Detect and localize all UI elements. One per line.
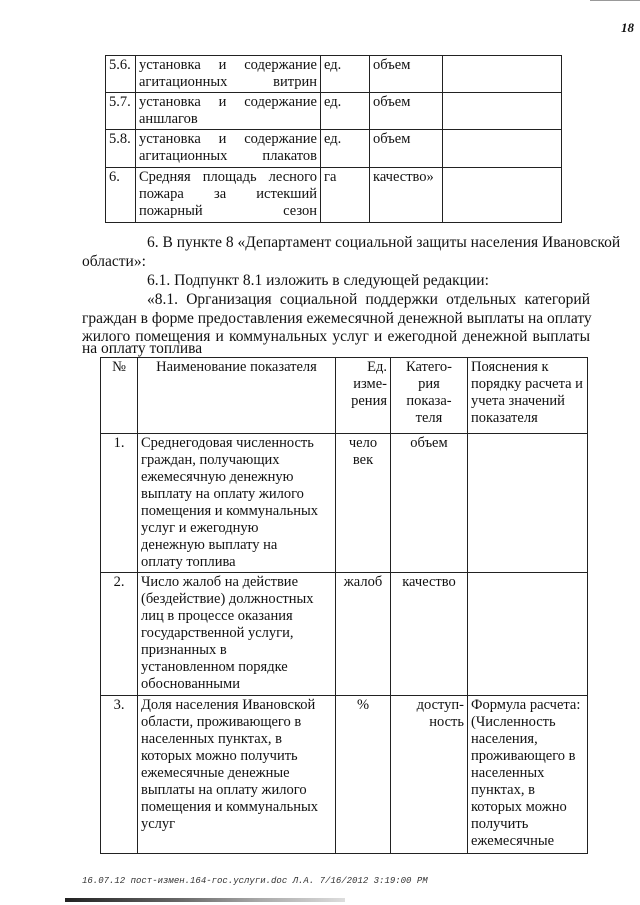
paragraph-6-1: 6.1. Подпункт 8.1 изложить в следующей редакции:: [147, 272, 489, 289]
indicator-name: Доля населения Ивановской области, проживающего в населенных пунктах, в которых можно получить ежемесячные денежные выплаты на оплату жилого помещения и коммунальных услуг: [138, 696, 336, 854]
scan-artifact: [65, 898, 345, 902]
note: [468, 434, 588, 573]
category: объем: [370, 93, 443, 130]
table-row: [106, 168, 562, 223]
unit: ед.: [321, 93, 370, 130]
table-row: [106, 56, 562, 93]
paragraph-8-1-line: граждан в форме предоставления ежемесячной денежной выплаты на оплату: [82, 310, 592, 327]
indicator-name: установка и содержание агитационных плакатов: [136, 130, 321, 168]
header-category: Катего- рия показа- теля: [391, 358, 468, 434]
page-number: 18: [621, 20, 634, 35]
row-number: 5.8.: [106, 130, 136, 168]
note: [443, 56, 562, 93]
category: качество: [391, 573, 468, 696]
paragraph-6-line: области»:: [82, 253, 146, 270]
header-name: Наименование показателя: [138, 358, 336, 434]
table-row: [101, 573, 588, 696]
row-number: 2.: [101, 573, 138, 696]
indicator-name: установка и содержание агитационных витрин: [136, 56, 321, 93]
header-note: Пояснения к порядку расчета и учета значений показателя: [468, 358, 588, 434]
category: качество»: [370, 168, 443, 223]
category: доступ- ность: [391, 696, 468, 854]
note: [443, 168, 562, 223]
note: [443, 130, 562, 168]
table-header-row: [101, 358, 588, 434]
unit: чело век: [336, 434, 391, 573]
row-number: 1.: [101, 434, 138, 573]
document-footer: 16.07.12 пост-измен.164-гос.услуги.doc Л.А. 7/16/2012 3:19:00 PM: [82, 876, 428, 886]
paragraph-8-1-line: жилого помещения и коммунальных услуг и ежегодной денежной выплаты: [82, 328, 590, 345]
category: объем: [370, 56, 443, 93]
unit: %: [336, 696, 391, 854]
indicator-name: Число жалоб на действие (бездействие) должностных лиц в процессе оказания государственной услуги, признанных в установленном порядке обоснованными: [138, 573, 336, 696]
row-number: 3.: [101, 696, 138, 854]
category: объем: [370, 130, 443, 168]
header-number: №: [101, 358, 138, 434]
note: [443, 93, 562, 130]
indicator-name: Средняя площадь лесного пожара за истекший пожарный сезон: [136, 168, 321, 223]
indicator-name: установка и содержание аншлагов: [136, 93, 321, 130]
row-number: 5.6.: [106, 56, 136, 93]
row-number: 6.: [106, 168, 136, 223]
note: [468, 573, 588, 696]
header-unit: Ед. изме- рения: [336, 358, 391, 434]
row-number: 5.7.: [106, 93, 136, 130]
indicators-table: [100, 357, 588, 854]
category: объем: [391, 434, 468, 573]
unit: га: [321, 168, 370, 223]
indicators-table-continued: [105, 55, 562, 223]
table-row: [101, 434, 588, 573]
unit: ед.: [321, 130, 370, 168]
indicator-name: Среднегодовая численность граждан, получающих ежемесячную денежную выплату на оплату жилого помещения и коммунальных услуг и ежегодную денежную выплату на оплату топлива: [138, 434, 336, 573]
unit: жалоб: [336, 573, 391, 696]
table-row: [106, 130, 562, 168]
table-row: [101, 696, 588, 854]
unit: ед.: [321, 56, 370, 93]
paragraph-6-line: 6. В пункте 8 «Департамент социальной защиты населения Ивановской: [147, 234, 621, 251]
scan-edge-line: [590, 0, 640, 1]
table-row: [106, 93, 562, 130]
paragraph-8-1-line: «8.1. Организация социальной поддержки отдельных категорий: [147, 291, 590, 308]
note: Формула расчета: (Численность населения, проживающего в населенных пунктах, в которых можно получить ежемесячные: [468, 696, 588, 854]
paragraph-8-1-line: на оплату топлива: [82, 340, 203, 357]
